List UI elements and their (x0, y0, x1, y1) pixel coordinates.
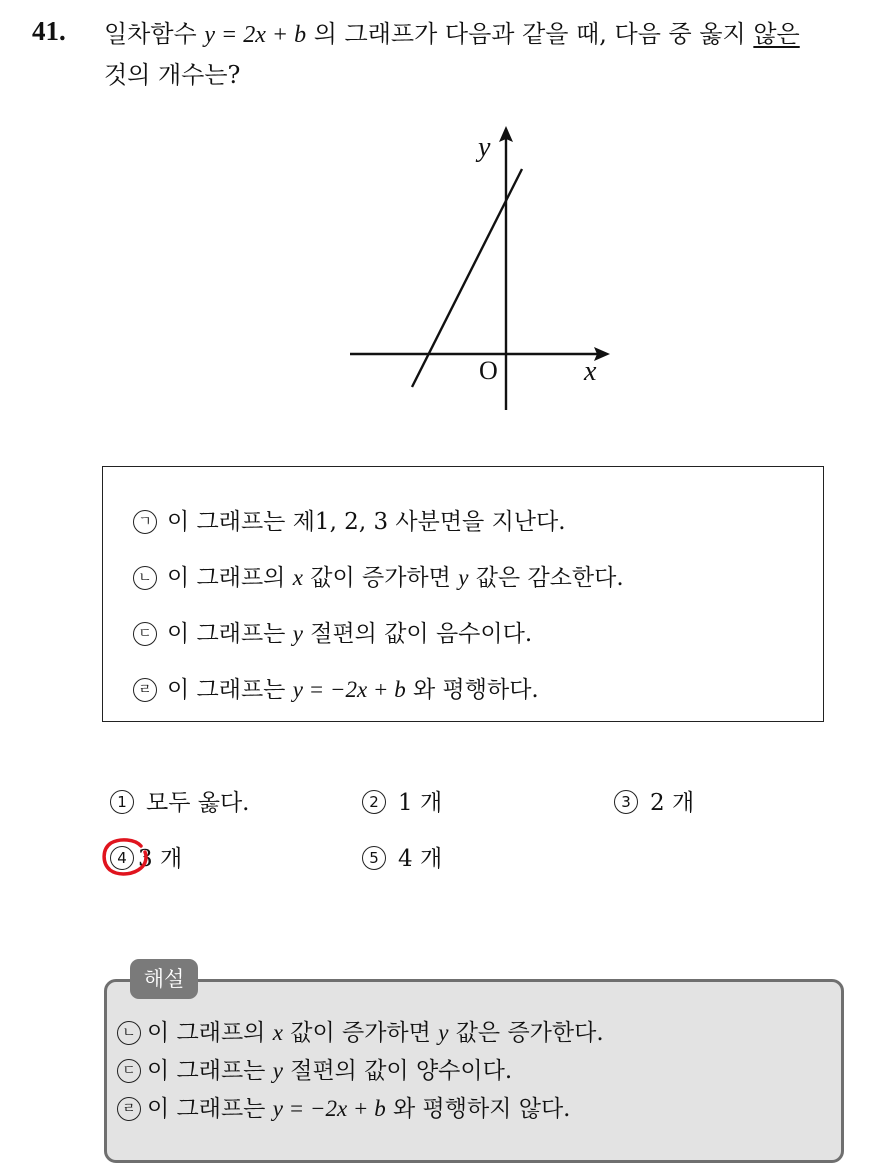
question-number: 41. (32, 16, 66, 46)
statement-marker-4: ㄹ (133, 678, 157, 702)
solution-3-text-a: 이 그래프는 (147, 1096, 266, 1122)
statement-3 (133, 619, 532, 649)
statement-3-var-y: y (292, 621, 303, 646)
choice-5-number: 5 (362, 846, 386, 870)
solution-2-var-y: y (272, 1058, 283, 1083)
solution-line-2 (117, 1056, 512, 1086)
y-axis-label: y (478, 132, 491, 163)
statement-4-text-b: 와 평행하다. (413, 677, 539, 703)
solution-marker-3: ㄹ (117, 1097, 141, 1121)
question-text (104, 14, 864, 95)
statement-3-text-b: 절편의 값이 음수이다. (310, 621, 533, 647)
choice-3-text: 2 개 (650, 790, 695, 816)
solution-marker-1: ㄴ (117, 1021, 141, 1045)
choice-2-text: 1 개 (398, 790, 443, 816)
solution-1-text-a: 이 그래프의 (147, 1020, 266, 1046)
statement-1 (133, 507, 566, 537)
choice-5-text: 4 개 (398, 846, 443, 872)
solution-2-text-a: 이 그래프는 (147, 1058, 266, 1084)
choice-1-text: 모두 옳다. (146, 790, 250, 816)
choice-5[interactable] (362, 844, 442, 874)
question-prefix: 일차함수 (104, 20, 197, 48)
solution-marker-2: ㄷ (117, 1059, 141, 1083)
statement-1-text: 이 그래프는 제1, 2, 3 사분면을 지난다. (167, 509, 566, 535)
question-text-end: 것의 개수는? (104, 61, 241, 89)
statement-3-text-a: 이 그래프는 (167, 621, 286, 647)
question-text-mid: 의 그래프가 다음과 같을 때, 다음 중 옳지 (313, 20, 746, 48)
question-underlined: 않은 (753, 20, 800, 48)
linear-graph (340, 118, 620, 418)
statement-marker-1: ㄱ (133, 510, 157, 534)
statement-4-text-a: 이 그래프는 (167, 677, 286, 703)
solution-1-var-x: x (272, 1020, 283, 1045)
choice-1-number: 1 (110, 790, 134, 814)
statement-2-text-a: 이 그래프의 (167, 565, 286, 591)
solution-line-3 (117, 1094, 570, 1124)
answer-mark-circle (100, 837, 150, 877)
choice-4-number: 4 (110, 846, 134, 870)
solution-label: 해설 (130, 959, 198, 999)
choice-2[interactable] (362, 788, 442, 818)
statement-2-text-c: 값은 감소한다. (475, 565, 624, 591)
choice-4-text: 3 개 (138, 846, 183, 872)
choice-1[interactable] (110, 788, 250, 818)
choice-3-number: 3 (614, 790, 638, 814)
statement-2-var-y: y (458, 565, 469, 590)
statement-4 (133, 675, 539, 705)
solution-line-1 (117, 1018, 604, 1048)
x-axis-label: x (584, 356, 597, 387)
choice-2-number: 2 (362, 790, 386, 814)
solution-2-text-b: 절편의 값이 양수이다. (290, 1058, 513, 1084)
solution-box (104, 979, 844, 1163)
statements-box (102, 466, 824, 722)
statement-2-text-b: 값이 증가하면 (310, 565, 451, 591)
solution-1-var-y: y (438, 1020, 449, 1045)
question-equation: y = 2x + b (204, 22, 307, 48)
statement-4-equation: y = −2x + b (292, 677, 406, 702)
statement-2 (133, 563, 624, 593)
statement-2-var-x: x (292, 565, 303, 590)
statement-marker-3: ㄷ (133, 622, 157, 646)
choice-3[interactable] (614, 788, 694, 818)
solution-1-text-b: 값이 증가하면 (290, 1020, 431, 1046)
solution-1-text-c: 값은 증가한다. (455, 1020, 604, 1046)
solution-3-equation: y = −2x + b (272, 1096, 386, 1121)
statement-marker-2: ㄴ (133, 566, 157, 590)
origin-label: O (479, 356, 498, 385)
solution-3-text-b: 와 평행하지 않다. (393, 1096, 571, 1122)
